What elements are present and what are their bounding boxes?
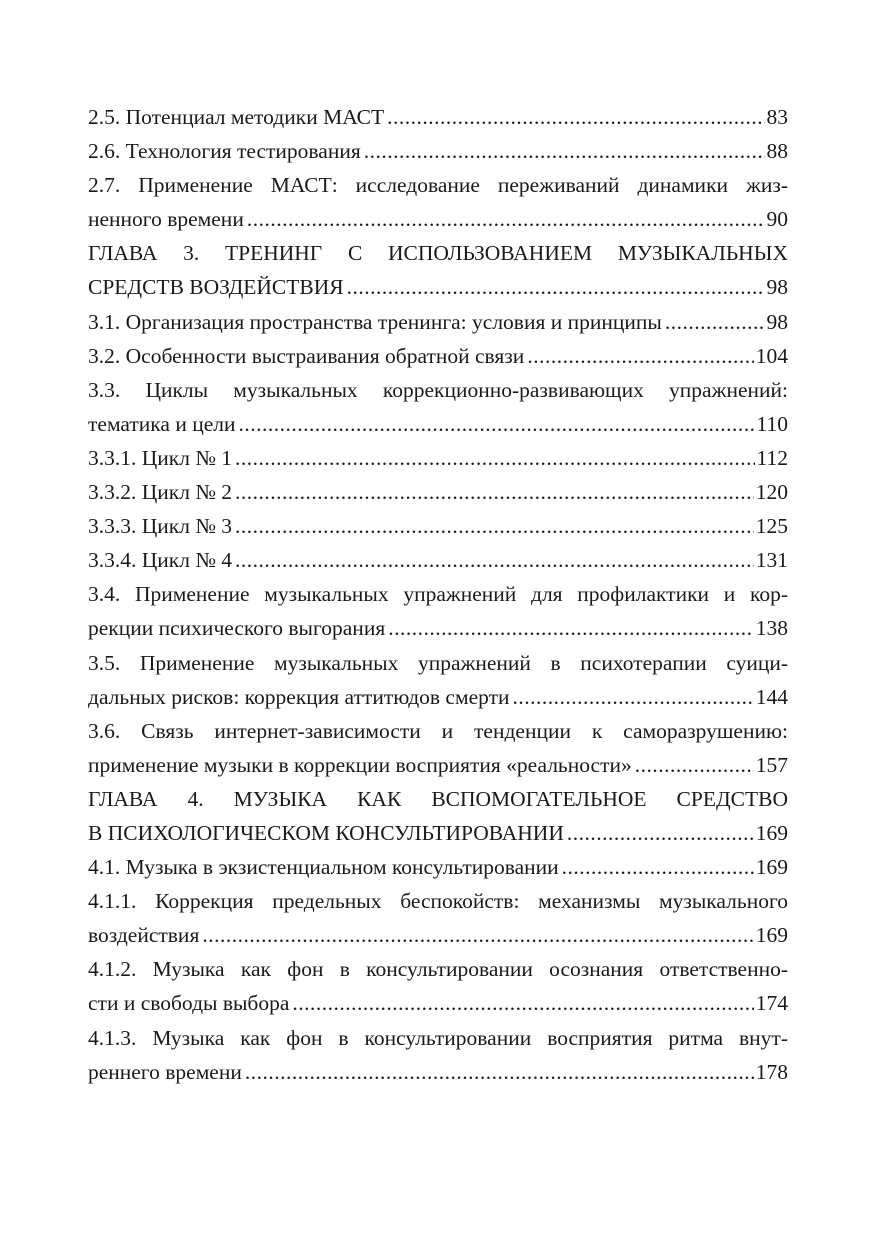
table-of-contents: [88, 100, 788, 1089]
dot-leader: [347, 270, 765, 304]
toc-entry-title: 3.3.4. Цикл № 4: [88, 548, 232, 573]
toc-entry-page: 90: [766, 207, 788, 232]
toc-entry: [88, 509, 788, 543]
toc-entry-page: 110: [756, 411, 788, 436]
dot-leader: [239, 407, 755, 441]
dot-leader: [364, 134, 765, 168]
toc-entry-page: 125: [755, 514, 788, 539]
toc-entry-title: тематика и цели: [88, 411, 236, 436]
toc-entry-title: 4.1. Музыка в экзистенциальном консультировании: [88, 855, 559, 880]
toc-entry-page: 88: [766, 139, 788, 164]
dot-leader: [512, 680, 753, 714]
toc-entry-title: рекции психического выгорания: [88, 616, 386, 641]
toc-entry: [88, 850, 788, 884]
toc-entry-title: ненного времени: [88, 207, 244, 232]
toc-entry: [88, 441, 788, 475]
toc-entry-title: сти и свободы выбора: [88, 991, 290, 1016]
toc-entry-page: 104: [755, 343, 788, 368]
dot-leader: [235, 475, 754, 509]
toc-entry: [88, 202, 788, 236]
dot-leader: [387, 100, 764, 134]
toc-entry-title: 2.6. Технология тестирования: [88, 139, 361, 164]
dot-leader: [202, 918, 753, 952]
toc-entry-title: В ПСИХОЛОГИЧЕСКОМ КОНСУЛЬТИРОВАНИИ: [88, 820, 564, 845]
toc-entry-title: 3.3.2. Цикл № 2: [88, 480, 232, 505]
dot-leader: [527, 339, 753, 373]
toc-entry-page: 138: [755, 616, 788, 641]
toc-entry-page: 112: [756, 445, 788, 470]
toc-entry-title: применение музыки в коррекции восприятия «реальности»: [88, 752, 632, 777]
toc-entry-page: 98: [766, 275, 788, 300]
toc-entry-page: 174: [755, 991, 788, 1016]
toc-entry-page: 169: [755, 923, 788, 948]
toc-entry: [88, 918, 788, 952]
toc-entry: [88, 305, 788, 339]
toc-entry-page: 131: [755, 548, 788, 573]
chapter-heading: [88, 270, 788, 304]
dot-leader: [245, 1055, 754, 1089]
toc-entry-page: 120: [755, 480, 788, 505]
toc-entry-page: 83: [766, 105, 788, 129]
toc-entry-line1: 3.6. Связь интернет-зависимости и тенденции к саморазрушению:: [88, 718, 788, 743]
dot-leader: [247, 202, 765, 236]
dot-leader: [235, 543, 754, 577]
toc-entry: [88, 100, 788, 134]
toc-entry-line1: 3.5. Применение музыкальных упражнений в психотерапии суици-: [88, 650, 788, 675]
toc-entry-line1: 3.4. Применение музыкальных упражнений для профилактики и кор-: [88, 582, 788, 607]
dot-leader: [665, 305, 765, 339]
toc-entry-page: 157: [755, 752, 788, 777]
chapter-heading-line1: ГЛАВА 4. МУЗЫКА КАК ВСПОМОГАТЕЛЬНОЕ СРЕДСТВО: [88, 786, 788, 811]
dot-leader: [235, 509, 754, 543]
toc-entry: [88, 748, 788, 782]
chapter-heading: [88, 816, 788, 850]
toc-entry-title: 3.3.3. Цикл № 3: [88, 514, 232, 539]
toc-entry-title: СРЕДСТВ ВОЗДЕЙСТВИЯ: [88, 275, 344, 300]
dot-leader: [292, 986, 753, 1020]
dot-leader: [562, 850, 754, 884]
dot-leader: [635, 748, 754, 782]
toc-entry: [88, 611, 788, 645]
toc-entry: [88, 407, 788, 441]
toc-entry: [88, 475, 788, 509]
toc-entry-title: 2.5. Потенциал методики МАСТ: [88, 105, 385, 129]
toc-entry-page: 169: [755, 855, 788, 880]
toc-entry-title: 3.1. Организация пространства тренинга: условия и принципы: [88, 309, 662, 334]
toc-entry-page: 144: [755, 684, 788, 709]
toc-entry: [88, 339, 788, 373]
toc-entry-line1: 3.3. Циклы музыкальных коррекционно-развивающих упражнений:: [88, 377, 788, 402]
toc-entry-title: дальных рисков: коррекция аттитюдов смерти: [88, 684, 510, 709]
toc-entry-page: 169: [755, 820, 788, 845]
toc-entry: [88, 543, 788, 577]
dot-leader: [235, 441, 755, 475]
toc-entry: [88, 680, 788, 714]
toc-entry: [88, 134, 788, 168]
toc-entry-line1: 2.7. Применение МАСТ: исследование переживаний динамики жиз-: [88, 173, 788, 198]
toc-entry: [88, 986, 788, 1020]
dot-leader: [567, 816, 754, 850]
toc-entry-line1: 4.1.1. Коррекция предельных беспокойств: механизмы музыкального: [88, 889, 788, 914]
toc-entry: [88, 1055, 788, 1089]
toc-entry-page: 178: [755, 1059, 788, 1084]
chapter-heading-line1: ГЛАВА 3. ТРЕНИНГ С ИСПОЛЬЗОВАНИЕМ МУЗЫКАЛЬНЫХ: [88, 241, 788, 266]
toc-entry-title: 3.3.1. Цикл № 1: [88, 445, 232, 470]
toc-entry-line1: 4.1.3. Музыка как фон в консультировании восприятия ритма внут-: [88, 1025, 788, 1050]
toc-entry-title: 3.2. Особенности выстраивания обратной связи: [88, 343, 525, 368]
toc-entry-page: 98: [766, 309, 788, 334]
toc-entry-line1: 4.1.2. Музыка как фон в консультировании осознания ответственно-: [88, 957, 788, 982]
dot-leader: [388, 611, 754, 645]
toc-entry-title: реннего времени: [88, 1059, 242, 1084]
toc-entry-title: воздействия: [88, 923, 200, 948]
